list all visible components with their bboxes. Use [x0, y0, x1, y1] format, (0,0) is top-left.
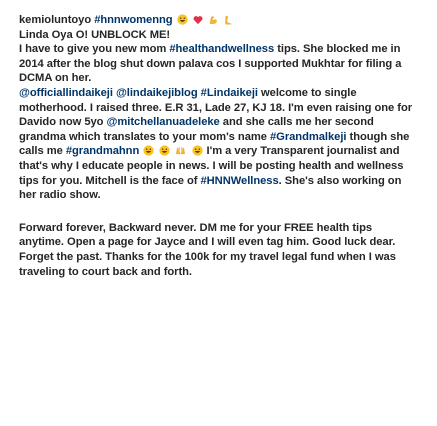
caption-text-run: I'm a very Transparent journalist and that's why I educate people in news. I will be posting health and wellness tips for you. Mitchell is the face of [19, 145, 404, 187]
caption-text-run: . She's also working on her radio show. [19, 174, 402, 202]
grinning-face-emoji-icon [177, 14, 188, 25]
mention-link[interactable]: @mitchellanuadeleke [106, 116, 220, 129]
caption-text-run: I have to give you new mom [19, 43, 170, 56]
hashtag-link[interactable]: #healthandwellness [169, 43, 275, 56]
caption-text-run: tips. She blocked me in 2014 after the blog shut down palava cos I supported Mukhtar for filing a DCMA on her. [19, 43, 402, 85]
grinning-face-emoji-icon [192, 145, 203, 156]
caption-paragraph-2 [19, 86, 417, 203]
hashtag-link[interactable]: #hnnwomenng [94, 14, 173, 26]
hashtag-link[interactable]: #Grandmalkeji [270, 130, 347, 143]
hashtag-link[interactable]: #grandmahnn [65, 145, 140, 158]
raising-hands-emoji-icon [175, 145, 186, 156]
leg-emoji-icon [223, 15, 233, 25]
caption-paragraph-1 [19, 28, 417, 86]
flexed-biceps-emoji-icon [208, 15, 218, 25]
caption-line: Linda Oya O! UNBLOCK ME! [19, 28, 171, 41]
mention-link[interactable]: @lindaikejiblog [115, 86, 198, 99]
caption-header [19, 13, 417, 28]
caption-text-run: and she calls me her second grandma which translates to your mom's name [19, 116, 374, 143]
mention-link[interactable]: @officiallindaikeji [19, 86, 113, 99]
hashtag-link[interactable]: #Lindaikeji [200, 86, 258, 99]
username-link[interactable]: kemioluntoyo [19, 14, 92, 26]
caption-text [19, 28, 417, 280]
red-heart-emoji-icon [193, 15, 203, 25]
caption-paragraph-3: Forward forever, Backward never. DM me for your FREE health tips anytime. Open a page for Jayce and I will even tag him. Good luck dear. Forget the past. Thanks for the 100k for my travel legal fund when I was traveling to court back and forth. [19, 221, 396, 278]
hashtag-link[interactable]: #HNNWellness [200, 174, 279, 187]
caption-text-run: welcome to single motherhood. I raised three. E.R 31, Lade 27, KJ 18. I'm even raising one for Davido now 5yo [19, 86, 413, 129]
grinning-face-emoji-icon [143, 145, 154, 156]
grinning-face-emoji-icon [159, 145, 170, 156]
caption-text-run: though she calls me [19, 130, 410, 158]
paragraph-spacer [19, 203, 417, 221]
bottom-fade [0, 416, 437, 426]
